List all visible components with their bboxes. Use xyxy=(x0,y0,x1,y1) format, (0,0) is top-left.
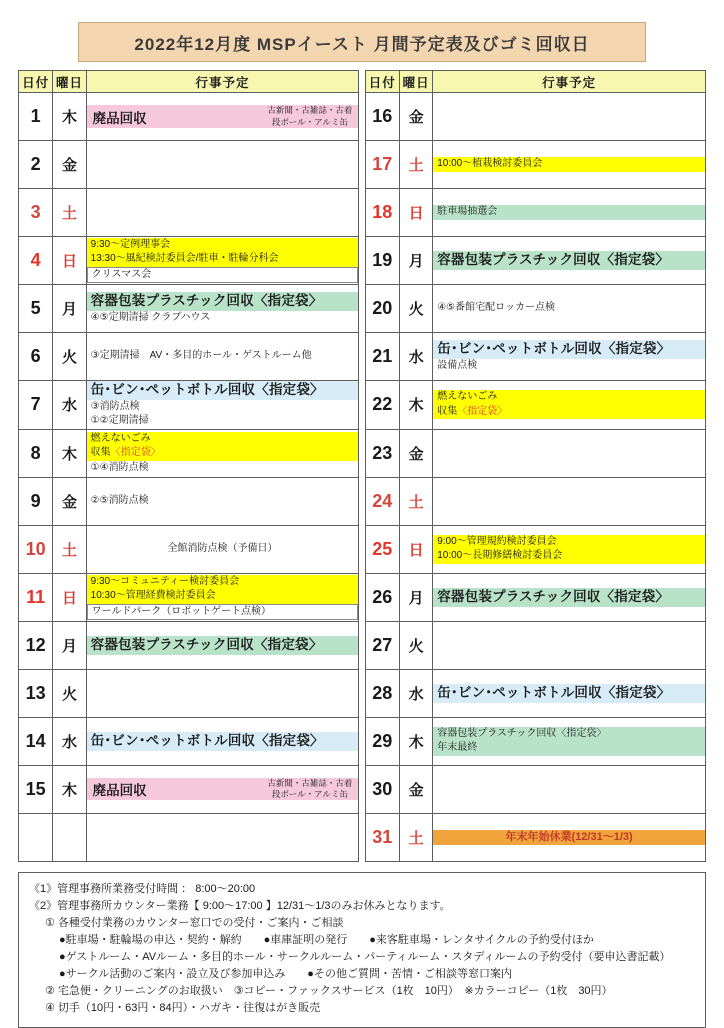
date-cell: 16 xyxy=(365,93,399,141)
date-cell: 21 xyxy=(365,333,399,381)
event-list xyxy=(87,494,359,509)
event-line: 缶･ビン･ペットボトル回収〈指定袋〉 xyxy=(87,381,359,400)
notes-section xyxy=(18,872,706,1028)
dow-cell: 土 xyxy=(53,189,86,237)
dow-cell: 金 xyxy=(399,93,432,141)
dow-cell: 日 xyxy=(53,573,86,621)
date-cell: 14 xyxy=(19,717,53,765)
table-row xyxy=(19,141,706,189)
date-cell: 24 xyxy=(365,477,399,525)
note-item-2: ② 宅急便・クリーニングのお取扱い ③コピー・ファックスサービス（1枚 10円） ※カラーコピー（1枚 30円） xyxy=(45,985,613,998)
dow-cell: 日 xyxy=(399,525,432,573)
date-cell: 11 xyxy=(19,573,53,621)
event-text-highlight: 〈指定袋〉 xyxy=(457,405,508,417)
dow-cell: 水 xyxy=(53,381,86,430)
date-cell: 19 xyxy=(365,237,399,285)
event-cell xyxy=(433,669,706,717)
date-cell: 3 xyxy=(19,189,53,237)
event-line: 9:30～定例理事会 xyxy=(87,238,359,253)
event-cell xyxy=(86,429,359,477)
event-cell xyxy=(433,237,706,285)
event-list xyxy=(87,432,359,476)
event-line: 容器包装プラスチック回収〈指定袋〉 xyxy=(87,636,359,655)
event-subtext-line: 段ボール・アルミ缶 xyxy=(271,789,348,800)
dow-cell: 火 xyxy=(399,621,432,669)
dow-cell: 水 xyxy=(53,717,86,765)
page-title-bar xyxy=(78,22,646,62)
event-line: 全館消防点検（予備日） xyxy=(87,542,359,557)
event-list xyxy=(87,349,359,364)
event-list xyxy=(87,542,359,557)
date-cell: 4 xyxy=(19,237,53,285)
event-list xyxy=(433,727,705,756)
dow-cell: 土 xyxy=(399,141,432,189)
event-cell xyxy=(433,333,706,381)
table-row xyxy=(19,189,706,237)
event-list xyxy=(433,157,705,172)
event-line: 年末年始休業(12/31～1/3) xyxy=(433,830,705,846)
event-cell xyxy=(433,141,706,189)
date-cell: 9 xyxy=(19,477,53,525)
date-cell: 26 xyxy=(365,573,399,621)
event-list xyxy=(87,575,359,621)
event-text: 収集 xyxy=(437,405,458,417)
header-date-left: 日付 xyxy=(19,71,53,93)
event-list xyxy=(433,684,705,703)
dow-cell: 火 xyxy=(399,285,432,333)
date-cell: 2 xyxy=(19,141,53,189)
event-cell xyxy=(86,477,359,525)
date-cell: 22 xyxy=(365,381,399,430)
event-list xyxy=(433,830,705,846)
dow-cell: 火 xyxy=(53,333,86,381)
date-cell: 18 xyxy=(365,189,399,237)
note-item-1: ① 各種受付業務のカウンター窓口での受付・ご案内・ご相談 xyxy=(45,916,344,929)
table-row xyxy=(19,237,706,285)
event-cell xyxy=(86,669,359,717)
dow-cell: 月 xyxy=(53,285,86,333)
date-cell: 20 xyxy=(365,285,399,333)
event-list xyxy=(87,292,359,325)
date-cell: 29 xyxy=(365,717,399,765)
table-row xyxy=(19,621,706,669)
event-line: クリスマス会 xyxy=(87,267,359,284)
event-subtext-line: 古新聞・古雑誌・古着 xyxy=(267,778,353,789)
event-cell xyxy=(433,573,706,621)
event-line: 駐車場抽選会 xyxy=(433,205,705,220)
event-cell xyxy=(433,765,706,813)
event-cell xyxy=(433,717,706,765)
dow-cell: 金 xyxy=(399,765,432,813)
event-cell xyxy=(86,573,359,621)
dow-cell: 水 xyxy=(399,669,432,717)
event-cell xyxy=(86,813,359,861)
event-line: ②⑤消防点検 xyxy=(87,494,359,509)
event-list xyxy=(433,535,705,564)
event-cell xyxy=(433,285,706,333)
event-list xyxy=(87,778,359,800)
event-line xyxy=(433,405,705,420)
event-list xyxy=(87,732,359,751)
table-row xyxy=(19,333,706,381)
event-line: 10:00～植栽検討委員会 xyxy=(433,157,705,172)
dow-cell: 木 xyxy=(53,93,86,141)
event-line: 容器包装プラスチック回収〈指定袋〉 xyxy=(433,251,705,270)
header-events-right: 行事予定 xyxy=(433,71,706,93)
table-row xyxy=(19,93,706,141)
dow-cell: 土 xyxy=(399,813,432,861)
event-cell xyxy=(433,477,706,525)
dow-cell: 日 xyxy=(399,189,432,237)
event-subtext xyxy=(267,105,358,127)
event-line: ①④消防点検 xyxy=(87,461,359,476)
event-subtext-line: 段ボール・アルミ缶 xyxy=(271,116,348,127)
header-dow-right: 曜日 xyxy=(399,71,432,93)
event-cell xyxy=(433,189,706,237)
event-line: ①②定期清掃 xyxy=(87,414,359,429)
dow-cell: 金 xyxy=(53,141,86,189)
dow-cell: 月 xyxy=(399,237,432,285)
dow-cell xyxy=(53,813,86,861)
table-row xyxy=(19,285,706,333)
table-row xyxy=(19,429,706,477)
date-cell: 15 xyxy=(19,765,53,813)
event-line: 缶･ビン･ペットボトル回収〈指定袋〉 xyxy=(87,732,359,751)
dow-cell: 金 xyxy=(399,429,432,477)
dow-cell: 土 xyxy=(399,477,432,525)
date-cell: 7 xyxy=(19,381,53,430)
date-cell: 5 xyxy=(19,285,53,333)
event-line: 容器包装プラスチック回収〈指定袋〉 xyxy=(87,292,359,311)
event-list xyxy=(433,251,705,270)
event-line: 缶･ビン･ペットボトル回収〈指定袋〉 xyxy=(433,684,705,703)
event-cell xyxy=(86,93,359,141)
event-line xyxy=(87,105,359,127)
event-cell xyxy=(86,285,359,333)
table-row xyxy=(19,669,706,717)
event-text: 廃品回収 xyxy=(92,110,147,126)
event-cell xyxy=(86,621,359,669)
date-cell: 25 xyxy=(365,525,399,573)
note-item-1c: ●サークル活動のご案内・設立及び参加申込み ●その他ご質問・苦情・ご相談等窓口案内 xyxy=(59,968,512,981)
event-cell xyxy=(433,93,706,141)
dow-cell: 水 xyxy=(399,333,432,381)
note-counter-hours: 《2》管理事務所カウンター業務【 9:00～17:00 】12/31～1/3のみお休みとなります。 xyxy=(29,899,451,912)
event-text: 収集 xyxy=(90,447,111,459)
dow-cell: 火 xyxy=(53,669,86,717)
event-cell xyxy=(433,621,706,669)
event-list xyxy=(87,381,359,429)
event-cell xyxy=(433,381,706,430)
event-line: 容器包装プラスチック回収〈指定袋〉 xyxy=(433,727,705,742)
event-cell xyxy=(86,717,359,765)
event-line: 13:30～風紀検討委員会/駐車・駐輪分科会 xyxy=(87,252,359,267)
date-cell: 6 xyxy=(19,333,53,381)
event-line: ワールドパーク（ロボットゲート点検） xyxy=(87,604,359,621)
event-cell xyxy=(86,525,359,573)
dow-cell: 土 xyxy=(53,525,86,573)
event-line: 燃えないごみ xyxy=(433,390,705,405)
table-row xyxy=(19,477,706,525)
dow-cell: 金 xyxy=(53,477,86,525)
event-cell xyxy=(86,333,359,381)
event-line: ③消防点検 xyxy=(87,400,359,415)
event-line: 10:30～管理経費検討委員会 xyxy=(87,589,359,604)
date-cell: 1 xyxy=(19,93,53,141)
header-dow-left: 曜日 xyxy=(53,71,86,93)
note-item-1b: ●ゲストルーム・AVルーム・多目的ホール・サークルルーム・パーティルーム・スタディルームの予約受付（要申込書記載） xyxy=(59,951,671,964)
monthly-schedule-table xyxy=(18,70,706,862)
note-office-hours: 《1》管理事務所業務受付時間 ： 8:00～20:00 xyxy=(29,882,256,895)
event-line xyxy=(87,446,359,461)
event-list xyxy=(87,105,359,127)
dow-cell: 木 xyxy=(53,765,86,813)
date-cell: 10 xyxy=(19,525,53,573)
date-cell xyxy=(19,813,53,861)
note-item-1a: ●駐車場・駐輪場の申込・契約・解約 ●車庫証明の発行 ●来客駐車場・レンタサイクルの予約受付ほか xyxy=(59,934,594,947)
table-row xyxy=(19,717,706,765)
event-list xyxy=(87,238,359,284)
date-cell: 31 xyxy=(365,813,399,861)
event-list xyxy=(433,390,705,419)
event-cell xyxy=(86,141,359,189)
event-line: 設備点検 xyxy=(433,359,705,374)
note-item-3: ④ 切手（10円・63円・84円）・ハガキ・往復はがき販売 xyxy=(45,1002,321,1015)
event-line: 容器包装プラスチック回収〈指定袋〉 xyxy=(433,588,705,607)
event-text: 廃品回収 xyxy=(92,783,147,799)
event-line: ③定期清掃 AV・多目的ホール・ゲストルーム他 xyxy=(87,349,359,364)
date-cell: 28 xyxy=(365,669,399,717)
event-line: 年末最終 xyxy=(433,741,705,756)
event-list xyxy=(433,340,705,373)
event-cell xyxy=(86,189,359,237)
table-row xyxy=(19,573,706,621)
dow-cell: 日 xyxy=(53,237,86,285)
event-line: 9:00～管理規約検討委員会 xyxy=(433,535,705,550)
table-row xyxy=(19,813,706,861)
date-cell: 13 xyxy=(19,669,53,717)
event-line: 燃えないごみ xyxy=(87,432,359,447)
event-line: ④⑤定期清掃 クラブハウス xyxy=(87,311,359,326)
event-list xyxy=(433,301,705,316)
dow-cell: 木 xyxy=(399,381,432,430)
event-line: 缶･ビン･ペットボトル回収〈指定袋〉 xyxy=(433,340,705,359)
event-cell xyxy=(433,429,706,477)
dow-cell: 月 xyxy=(53,621,86,669)
event-subtext xyxy=(267,778,358,800)
table-row xyxy=(19,765,706,813)
header-events-left: 行事予定 xyxy=(86,71,359,93)
page-title: 2022年12月度 MSPイースト 月間予定表及びゴミ回収日 xyxy=(134,34,590,54)
event-text-highlight: 〈指定袋〉 xyxy=(110,447,161,459)
event-line: 9:30～コミュニティー検討委員会 xyxy=(87,575,359,590)
table-row xyxy=(19,525,706,573)
event-line xyxy=(87,778,359,800)
table-row xyxy=(19,381,706,430)
event-cell xyxy=(433,525,706,573)
event-line: ④⑤番館宅配ロッカー点検 xyxy=(433,301,705,316)
event-list xyxy=(87,636,359,655)
event-line: 10:00～長期修繕検討委員会 xyxy=(433,549,705,564)
event-subtext-line: 古新聞・古雑誌・古着 xyxy=(267,105,353,116)
header-date-right: 日付 xyxy=(365,71,399,93)
dow-cell: 木 xyxy=(53,429,86,477)
event-list xyxy=(433,588,705,607)
date-cell: 23 xyxy=(365,429,399,477)
event-cell xyxy=(86,237,359,285)
calendar-body xyxy=(19,93,706,862)
date-cell: 27 xyxy=(365,621,399,669)
event-cell xyxy=(433,813,706,861)
event-list xyxy=(433,205,705,220)
event-cell xyxy=(86,765,359,813)
date-cell: 17 xyxy=(365,141,399,189)
event-cell xyxy=(86,381,359,430)
dow-cell: 木 xyxy=(399,717,432,765)
dow-cell: 月 xyxy=(399,573,432,621)
date-cell: 12 xyxy=(19,621,53,669)
date-cell: 30 xyxy=(365,765,399,813)
date-cell: 8 xyxy=(19,429,53,477)
